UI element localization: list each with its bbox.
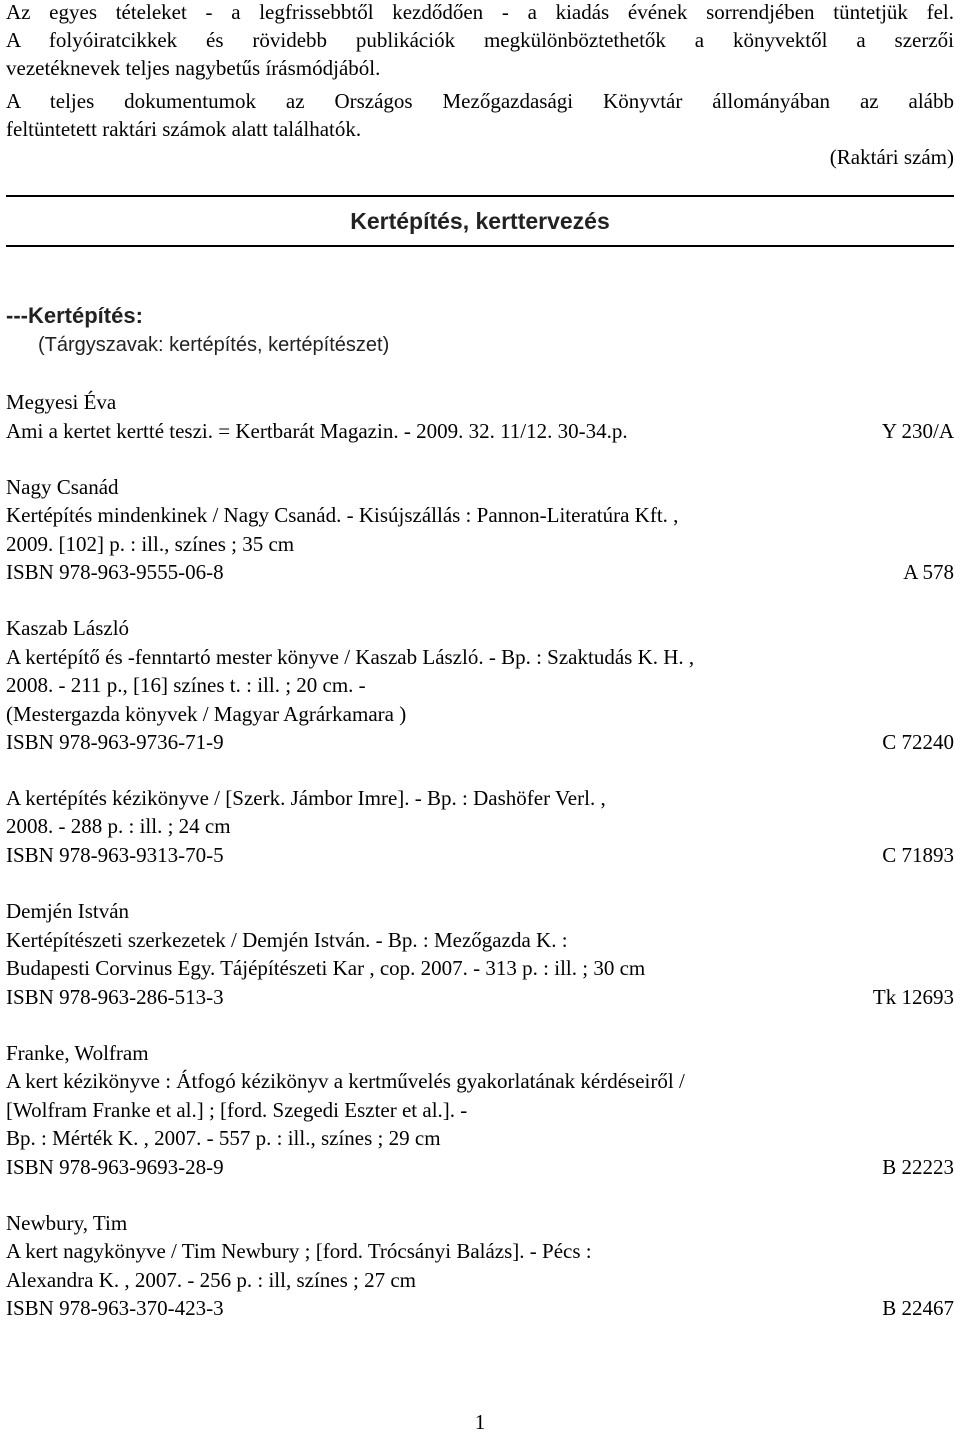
entry-details: Alexandra K. , 2007. - 256 p. : ill, színes ; 27 cm <box>6 1268 417 1292</box>
entry-details: 2008. - 288 p. : ill. ; 24 cm <box>6 814 231 838</box>
section-bottom-rule <box>6 245 954 247</box>
entry-isbn: ISBN 978-963-9693-28-9 <box>6 1155 224 1179</box>
entry-contributors: [Wolfram Franke et al.] ; [ford. Szegedi Eszter et al.]. - <box>6 1098 468 1122</box>
section-top-rule <box>6 195 954 197</box>
entry-details: 2008. - 211 p., [16] színes t. : ill. ; 20 cm. - <box>6 673 366 697</box>
entry-title: Kertépítészeti szerkezetek / Demjén István. - Bp. : Mezőgazda K. : <box>6 928 568 952</box>
entry-details: 2009. [102] p. : ill., színes ; 35 cm <box>6 532 295 556</box>
intro-line-5: feltüntetett raktári számok alatt találhatók. <box>6 117 362 141</box>
entry-series: (Mestergazda könyvek / Magyar Agrárkamara ) <box>6 702 407 726</box>
entry-author: Kaszab László <box>6 616 130 640</box>
entry-author: Newbury, Tim <box>6 1211 128 1235</box>
shelf-number: B 22467 <box>882 1296 954 1320</box>
entry-author: Franke, Wolfram <box>6 1041 149 1065</box>
page-number: 1 <box>474 1410 486 1434</box>
shelf-number: Tk 12693 <box>872 985 954 1009</box>
shelf-number: A 578 <box>903 560 954 584</box>
subsection-title: ---Kertépítés: <box>6 303 143 328</box>
section-title: Kertépítés, kerttervezés <box>350 208 610 234</box>
entry-details: Bp. : Mérték K. , 2007. - 557 p. : ill., színes ; 29 cm <box>6 1126 441 1150</box>
entry-isbn: ISBN 978-963-9313-70-5 <box>6 843 224 867</box>
subject-keywords: (Tárgyszavak: kertépítés, kertépítészet) <box>38 334 390 356</box>
intro-line-3: vezetéknevek teljes nagybetűs írásmódjából. <box>6 56 381 80</box>
entry-author: Megyesi Éva <box>6 390 117 414</box>
intro-line-2: A folyóiratcikkek és rövidebb publikációk megkülönböztethetők a könyvektől a szerzői <box>6 28 954 52</box>
entry-isbn: ISBN 978-963-286-513-3 <box>6 985 224 1009</box>
intro-line-1: Az egyes tételeket - a legfrissebbtől kezdődően - a kiadás évének sorrendjében tüntetjük fel. <box>6 0 954 24</box>
entry-isbn: ISBN 978-963-370-423-3 <box>6 1296 224 1320</box>
entry-title: Kertépítés mindenkinek / Nagy Csanád. - Kisújszállás : Pannon-Literatúra Kft. , <box>6 503 679 527</box>
shelf-number: C 72240 <box>882 730 954 754</box>
entry-isbn: ISBN 978-963-9555-06-8 <box>6 560 224 584</box>
intro-line-4: A teljes dokumentumok az Országos Mezőgazdasági Könyvtár állományában az alább <box>6 89 954 113</box>
entry-isbn: ISBN 978-963-9736-71-9 <box>6 730 224 754</box>
entry-details: Budapesti Corvinus Egy. Tájépítészeti Kar , cop. 2007. - 313 p. : ill. ; 30 cm <box>6 956 646 980</box>
shelf-number: Y 230/A <box>881 419 954 443</box>
entry-title: A kert kézikönyve : Átfogó kézikönyv a kertművelés gyakorlatának kérdéseiről / <box>6 1069 685 1093</box>
entry-author: Nagy Csanád <box>6 475 119 499</box>
shelf-number: C 71893 <box>882 843 954 867</box>
entry-title: A kertépítés kézikönyve / [Szerk. Jámbor Imre]. - Bp. : Dashöfer Verl. , <box>6 786 606 810</box>
entry-title: Ami a kertet kertté teszi. = Kertbarát Magazin. - 2009. 32. 11/12. 30-34.p. <box>6 419 628 443</box>
entry-title: A kert nagykönyve / Tim Newbury ; [ford. Trócsányi Balázs]. - Pécs : <box>6 1239 592 1263</box>
entry-title: A kertépítő és -fenntartó mester könyve / Kaszab László. - Bp. : Szaktudás K. H. , <box>6 645 695 669</box>
shelf-number: B 22223 <box>882 1155 954 1179</box>
entry-author: Demjén István <box>6 899 130 923</box>
shelf-number-header: (Raktári szám) <box>829 145 954 169</box>
